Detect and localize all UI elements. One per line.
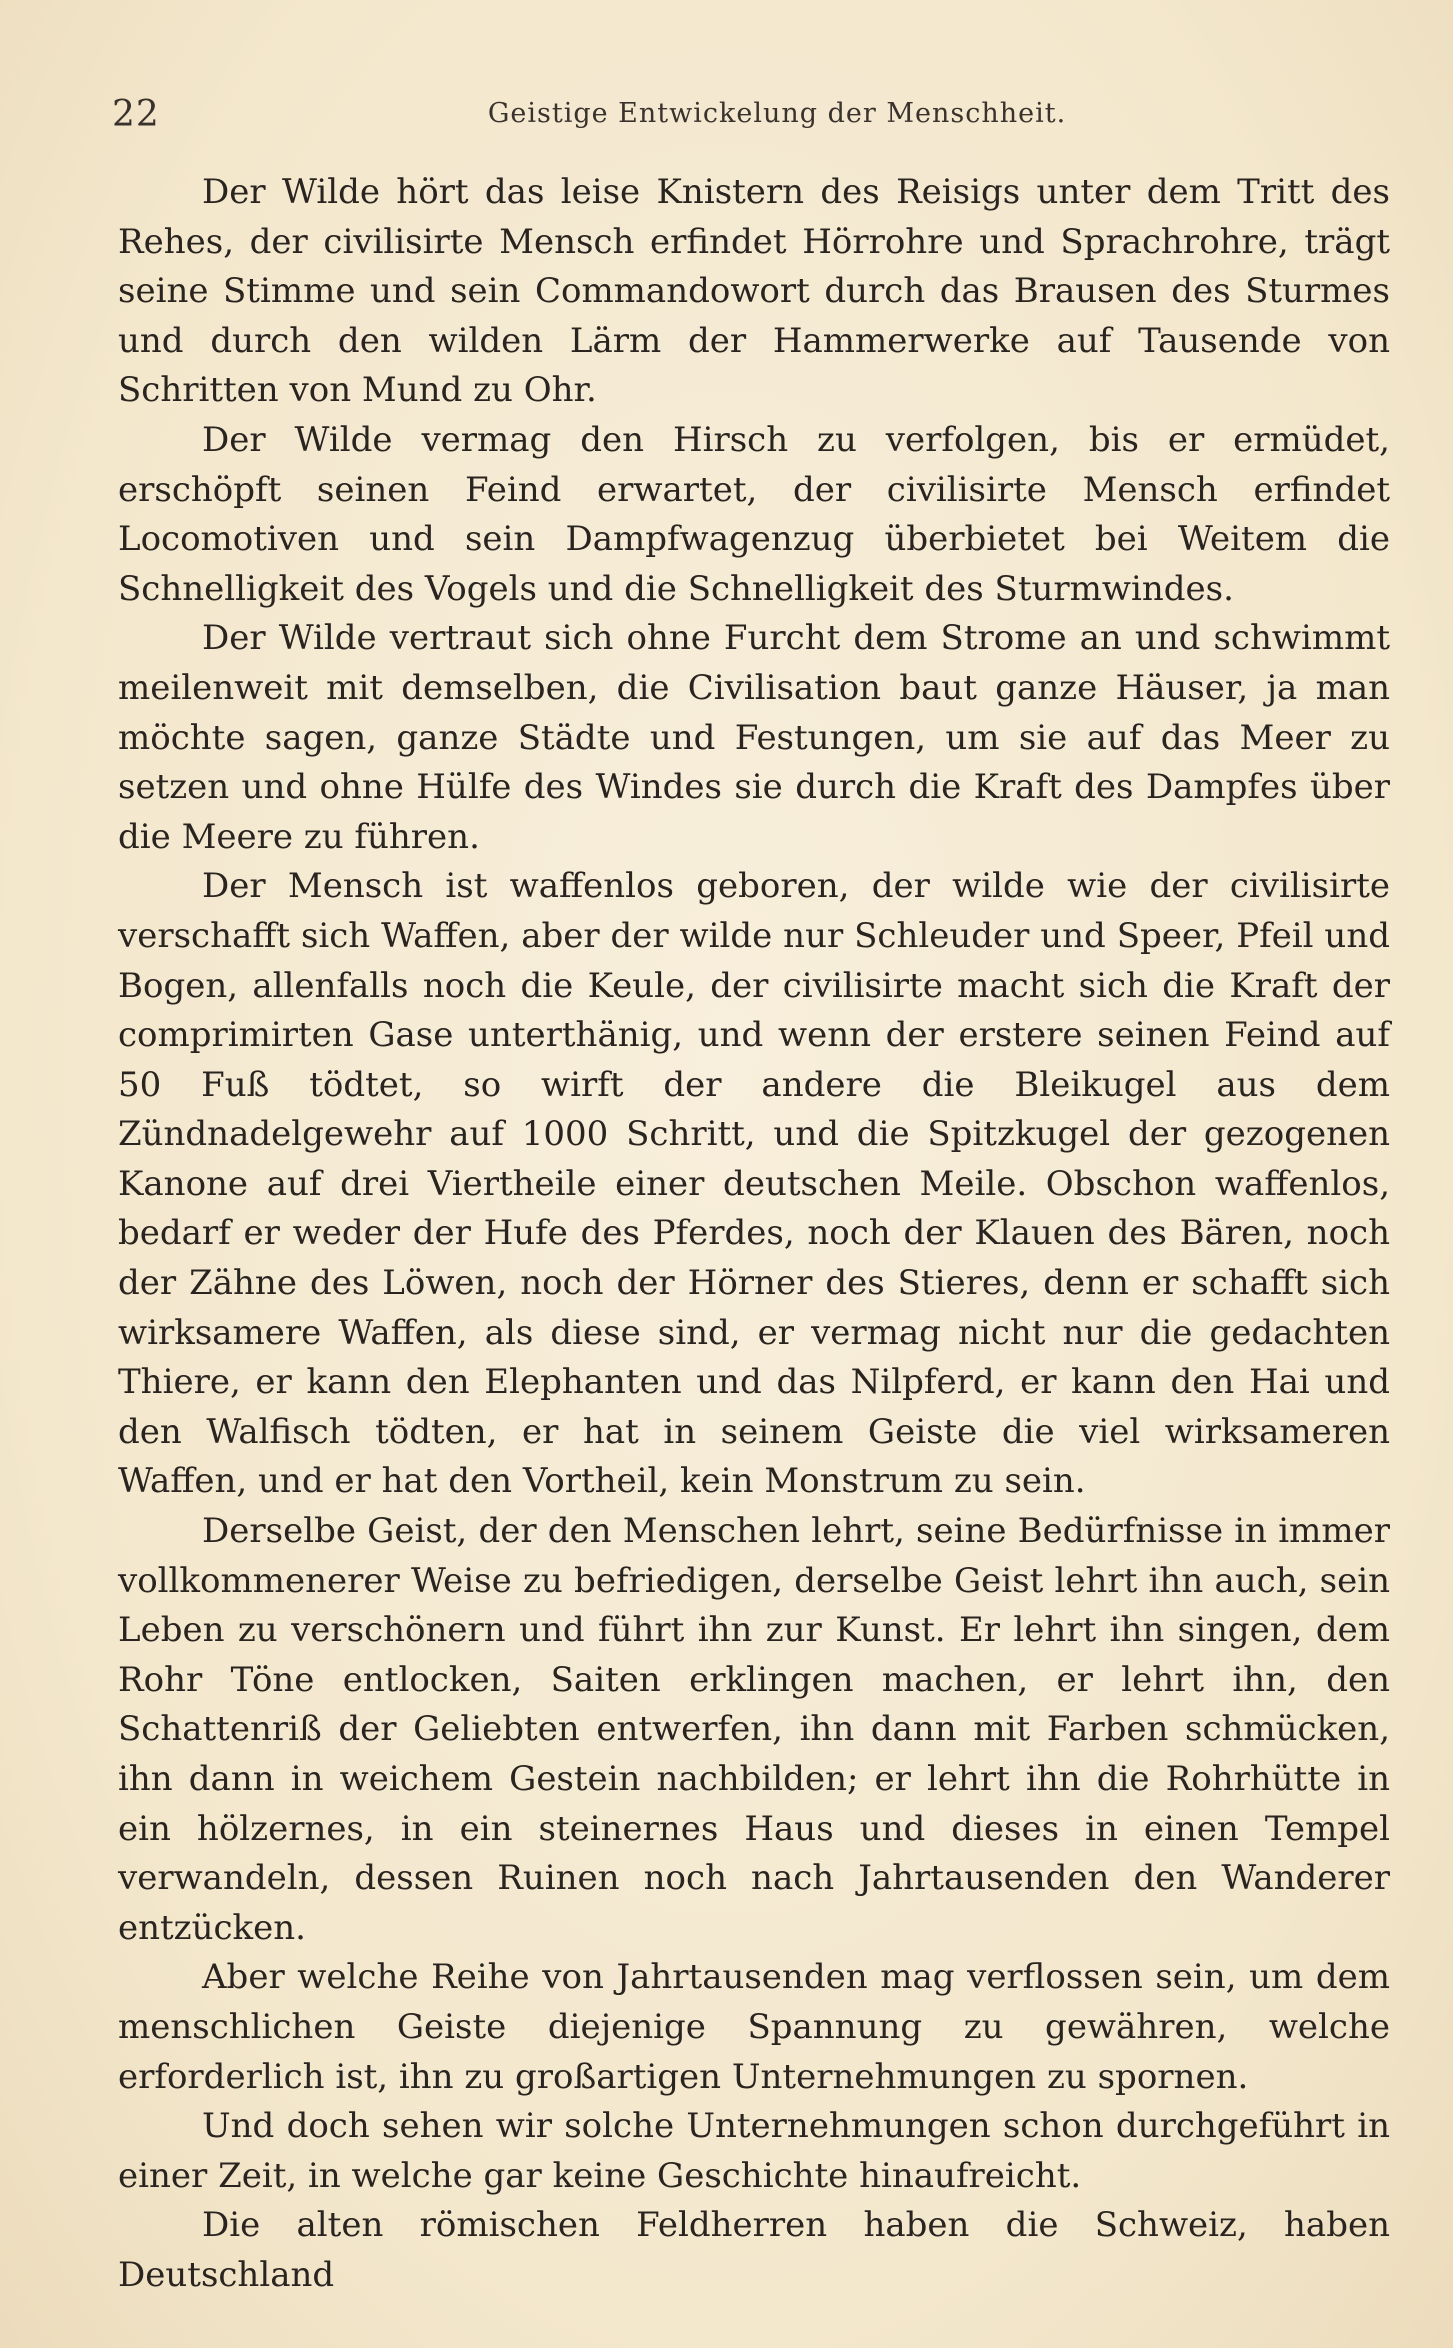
body-text	[118, 168, 1390, 2301]
paragraph: Derselbe Geist, der den Menschen lehrt, seine Bedürfnisse in immer vollkommenerer Weise zu befriedigen, derselbe Geist lehrt ihn auch, sein Leben zu verschönern und führt ihn zur Kunst. Er lehrt ihn singen, dem Rohr Töne entlocken, Saiten erklingen machen, er lehrt ihn, den Schattenriß der Geliebten entwerfen, ihn dann mit Farben schmücken, ihn dann in weichem Gestein nachbilden; er lehrt ihn die Rohrhütte in ein hölzernes, in ein steinernes Haus und dieses in einen Tempel verwandeln, dessen Ruinen noch nach Jahrtausenden den Wanderer entzücken.	[118, 1511, 1390, 1948]
paragraph: Der Mensch ist waffenlos geboren, der wilde wie der civilisirte verschafft sich Waffen, aber der wilde nur Schleuder und Speer, Pfeil und Bogen, allenfalls noch die Keule, der civilisirte macht sich die Kraft der comprimirten Gase unterthänig, und wenn der erstere seinen Feind auf 50 Fuß tödtet, so wirft der andere die Bleikugel aus dem Zündnadelgewehr auf 1000 Schritt, und die Spitzkugel der gezogenen Kanone auf drei Viertheile einer deutschen Meile. Obschon waffenlos, bedarf er weder der Hufe des Pferdes, noch der Klauen des Bären, noch der Zähne des Löwen, noch der Hörner des Stieres, denn er schafft sich wirksamere Waffen, als diese sind, er vermag nicht nur die gedachten Thiere, er kann den Elephanten und das Nilpferd, er kann den Hai und den Walfisch tödten, er hat in seinem Geiste die viel wirksameren Waffen, und er hat den Vortheil, kein Monstrum zu sein.	[118, 866, 1390, 1502]
page-number: 22	[112, 94, 160, 135]
paragraph: Und doch sehen wir solche Unternehmungen schon durchgeführt in einer Zeit, in welche gar keine Geschichte hinaufreicht.	[118, 2106, 1390, 2196]
page-header	[112, 94, 1402, 144]
paragraph: Die alten römischen Feldherren haben die Schweiz, haben Deutschland	[118, 2205, 1390, 2295]
paragraph: Der Wilde hört das leise Knistern des Reisigs unter dem Tritt des Rehes, der civilisirte Mensch erfindet Hörrohre und Sprachrohre, trägt seine Stimme und sein Commandowort durch das Brausen des Sturmes und durch den wilden Lärm der Hammerwerke auf Tausende von Schritten von Mund zu Ohr.	[118, 172, 1390, 411]
running-title: Geistige Entwickelung der Menschheit.	[487, 98, 1067, 129]
paragraph: Der Wilde vermag den Hirsch zu verfolgen, bis er ermüdet, erschöpft seinen Feind erwartet, der civilisirte Mensch erfindet Locomotiven und sein Dampfwagenzug überbietet bei Weitem die Schnelligkeit des Vogels und die Schnelligkeit des Sturmwindes.	[118, 419, 1390, 609]
paragraph: Aber welche Reihe von Jahrtausenden mag verflossen sein, um dem menschlichen Geiste diejenige Spannung zu gewähren, welche erforderlich ist, ihn zu großartigen Unternehmungen zu spornen.	[118, 1957, 1390, 2097]
paragraph: Der Wilde vertraut sich ohne Furcht dem Strome an und schwimmt meilenweit mit demselben, die Civilisation baut ganze Häuser, ja man möchte sagen, ganze Städte und Festungen, um sie auf das Meer zu setzen und ohne Hülfe des Windes sie durch die Kraft des Dampfes über die Meere zu führen.	[118, 618, 1390, 857]
